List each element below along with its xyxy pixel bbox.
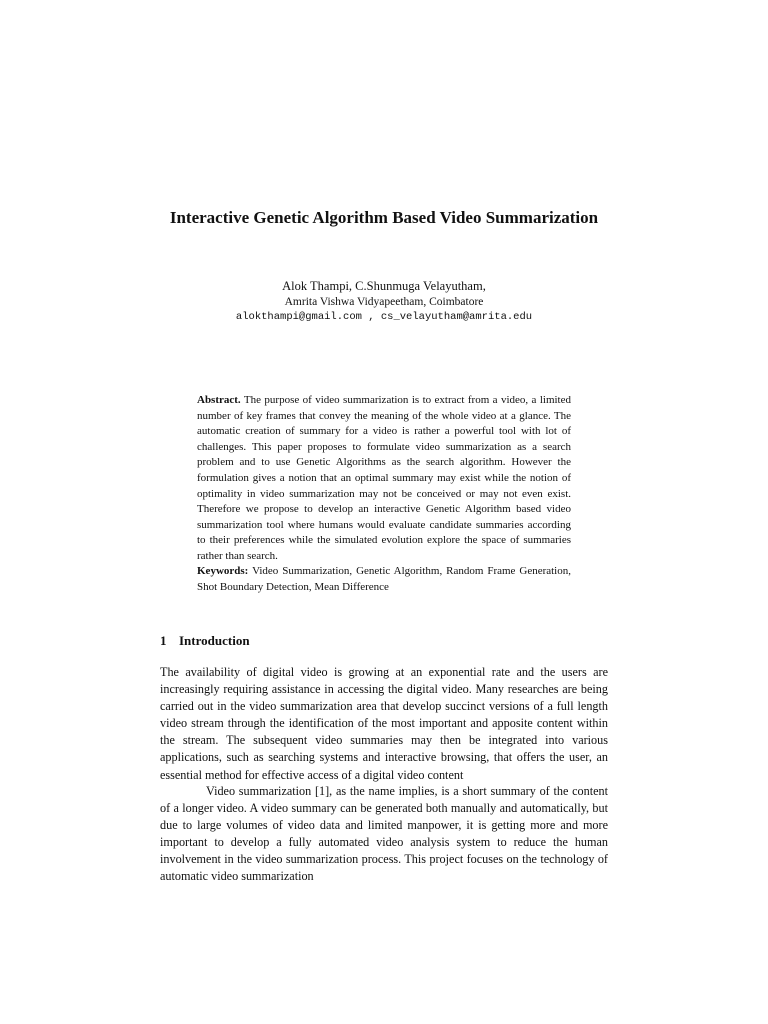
section-title: Introduction bbox=[179, 633, 250, 648]
author-list: Alok Thampi, C.Shunmuga Velayutham, bbox=[282, 279, 486, 293]
section-number: 1 bbox=[160, 633, 167, 648]
author-affiliation: Amrita Vishwa Vidyapeetham, Coimbatore bbox=[284, 296, 484, 308]
abstract-text: The purpose of video summarization is to extract from a video, a limited number of key frames that convey the meaning of the whole video at a glance. The automatic creation of summary for a video is rather a powerful tool with lot of challenges. This paper proposes to formulate video summarization as a search problem and to use Genetic Algorithms as the search algorithm. However the formulation gives a notion that an optimal summary may exist while the notion of optimality in video summarization may not be conceived or may not even exist. Therefore we propose to develop an interactive Genetic Algorithm based video summarization tool where humans would evaluate candidate summaries according to their preferences while the simulated evolution explore the space of summaries rather than search. bbox=[197, 394, 571, 562]
intro-paragraph-2: Video summarization [1], as the name implies, is a short summary of the content of a longer video. A video summary can be generated both manually and automatically, but due to large volumes of video data and limited manpower, it is getting more and more important to develop a fully automated video analysis system to reduce the human involvement in the video summarization process. This project focuses on the technology of automatic video summarization bbox=[160, 784, 608, 884]
abstract-label: Abstract. bbox=[197, 394, 241, 406]
abstract-block bbox=[197, 393, 571, 565]
keywords-label: Keywords: bbox=[197, 565, 249, 577]
intro-paragraph-1: The availability of digital video is growing at an exponential rate and the users are increasingly requiring assistance in accessing the digital video. Many researches are being carried out in the video summarization area that develop succinct versions of a full length video stream through the identification of the most important and apposite content within the stream. The subsequent video summaries may then be integrated into various applications, such as searching systems and interactive browsing, that offers the user, an essential method for effective access of a digital video content bbox=[160, 665, 608, 782]
keywords-block bbox=[197, 564, 571, 595]
author-emails: alokthampi@gmail.com , cs_velayutham@amrita.edu bbox=[235, 311, 533, 323]
section-heading-introduction bbox=[160, 632, 608, 650]
paper-title: Interactive Genetic Algorithm Based Video Summarization bbox=[169, 208, 599, 227]
keywords-text: Video Summarization, Genetic Algorithm, Random Frame Generation, Shot Boundary Detection, Mean Difference bbox=[197, 565, 571, 593]
